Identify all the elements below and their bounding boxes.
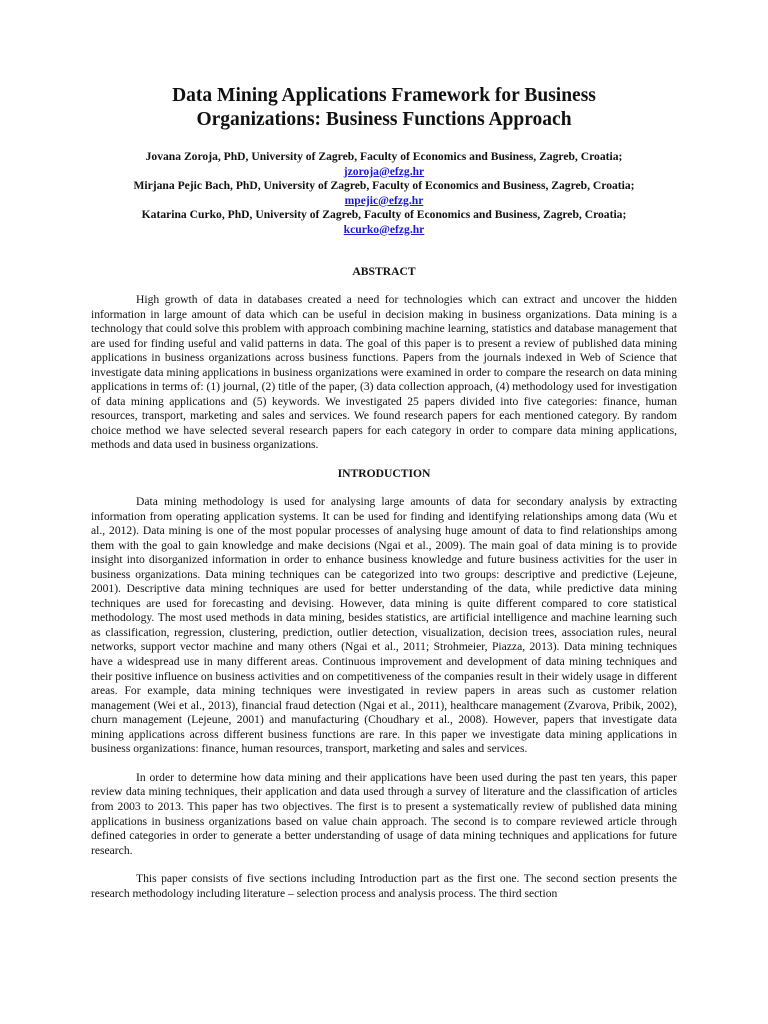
- author-affiliation: Jovana Zoroja, PhD, University of Zagreb, Faculty of Economics and Business, Zagreb, Croatia;: [145, 150, 623, 163]
- introduction-paragraph: Data mining methodology is used for analysing large amounts of data for secondary analysis by extracting information from operating application systems. It can be used for finding and identifying relationships among data (Wu et al., 2012). Data mining is one of the most popular processes of analysing huge amount of data to find relationships among them with the goal to gain knowledge and make decisions (Ngai et al., 2009). The main goal of data mining is to provide insight into disorganized information in order to enhance business knowledge and future business activities for the user in business organizations. Data mining techniques can be categorized into two groups: descriptive and predictive (Lejeune, 2001). Descriptive data mining techniques are used for better understanding of the data, while predictive data mining techniques are used for forecasting and devising. However, data mining is quite different compared to core statistical methodology. The most used methods in data mining, besides statistics, are artificial intelligence and machine learning such as classification, regression, clustering, prediction, outlier detection, visualization, decision trees, association rules, neural networks, support vector machine and many others (Ngai et al., 2011; Strohmeier, Piazza, 2013). Data mining techniques have a widespread use in many different areas. Continuous improvement and development of data mining techniques and their positive influence on business activities and on competitiveness of the companies result in their widely usage in different areas. For example, data mining techniques were investigated in review papers in areas such as customer relation management (Wei et al., 2013), financial fraud detection (Ngai et al., 2011), healthcare management (Zvarova, Pribik, 2002), churn management (Lejeune, 2001) and manufacturing (Choudhary et al., 2008). However, papers that investigate data mining applications across different business functions are rare. In this paper we investigate data mining applications in business organizations: finance, human resources, transport, marketing and sales and services.: [91, 495, 677, 756]
- abstract-heading: ABSTRACT: [352, 265, 416, 278]
- paper-title: Data Mining Applications Framework for Business Organizations: Business Functions Approach: [172, 85, 596, 130]
- author-affiliation: Katarina Curko, PhD, University of Zagreb, Faculty of Economics and Business, Zagreb, Croatia;: [141, 208, 627, 221]
- abstract-paragraph: High growth of data in databases created a need for technologies which can extract and uncover the hidden information in large amount of data which can be useful in decision making in business organizations. Data mining is a technology that could solve this problem with approach combining machine learning, statistics and database management that are used for finding useful and valid patterns in data. The goal of this paper is to present a review of published data mining applications in business organizations across business functions. Papers from the journals indexed in Web of Science that investigate data mining applications in business organizations were examined in order to compare the research on data mining applications in terms of: (1) journal, (2) title of the paper, (3) data collection approach, (4) methodology used for investigation of data mining applications and (5) keywords. We investigated 25 papers divided into five categories: finance, human resources, transport, marketing and sales and services. We found research papers for each mentioned category. By random choice method we have selected several research papers for each category in order to compare data mining applications, methods and data used in business organizations.: [91, 293, 677, 452]
- author-block: [91, 150, 677, 237]
- introduction-paragraph: In order to determine how data mining and their applications have been used during the past ten years, this paper review data mining techniques, their application and data used through a survey of literature and the classification of articles from 2003 to 2013. This paper has two objectives. The first is to present a systematically review of published data mining applications in business organizations based on value chain approach. The second is to compare reviewed article through defined categories in order to generate a better understanding of usage of data mining techniques and applications for future research.: [91, 770, 677, 857]
- author-email-link[interactable]: mpejic@efzg.hr: [344, 193, 424, 207]
- author-email-link[interactable]: kcurko@efzg.hr: [343, 222, 425, 236]
- introduction-paragraph: This paper consists of five sections including Introduction part as the first one. The second section presents the research methodology including literature – selection process and analysis process. The third section: [91, 872, 677, 900]
- author-email-link[interactable]: jzoroja@efzg.hr: [343, 164, 425, 178]
- introduction-heading: INTRODUCTION: [337, 467, 431, 481]
- author-affiliation: Mirjana Pejic Bach, PhD, University of Zagreb, Faculty of Economics and Business, Zagreb, Croatia;: [133, 179, 635, 192]
